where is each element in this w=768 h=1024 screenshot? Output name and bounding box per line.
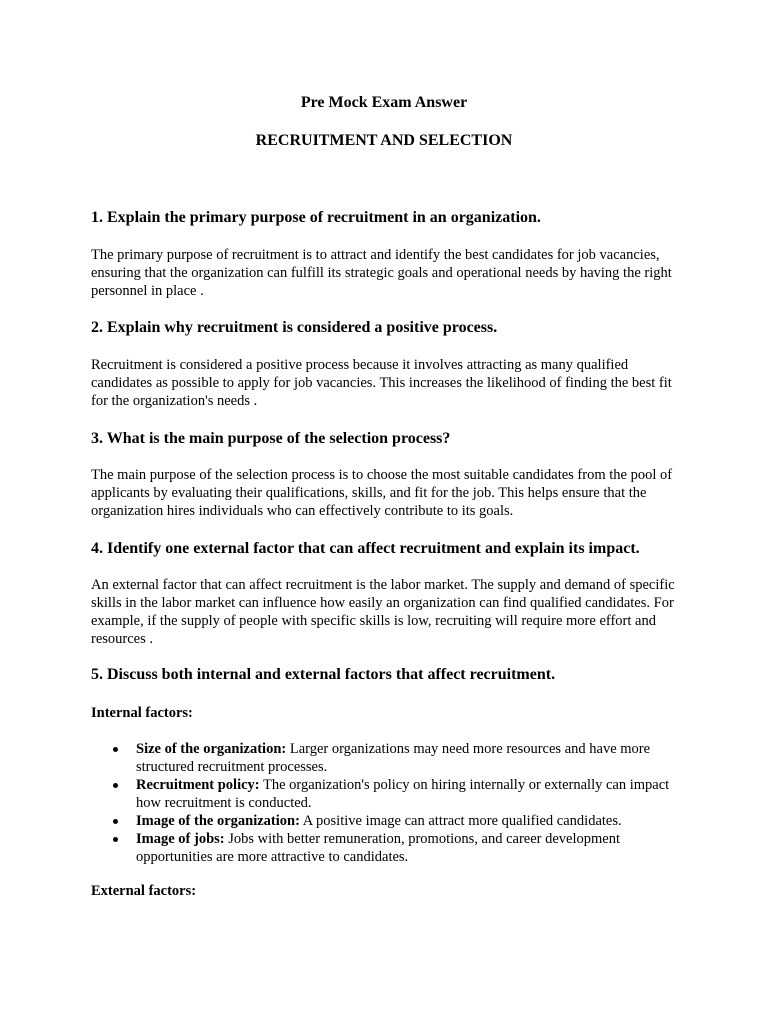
question-3-answer: The main purpose of the selection process is to choose the most suitable candidates from the pool of applicants by evaluating their qualifications, skills, and fit for the job. This helps ensure that the organization hires individuals who can effectively contribute to its goals.: [91, 467, 673, 519]
list-item-term: Image of the organization:: [136, 813, 300, 829]
question-3-heading: 3. What is the main purpose of the selection process?: [91, 430, 451, 447]
question-4-heading: 4. Identify one external factor that can affect recruitment and explain its impact.: [91, 540, 640, 557]
list-item-text: The organization's policy on hiring internally or externally can impact how recruitment is conducted.: [136, 777, 670, 811]
question-4-answer: An external factor that can affect recruitment is the labor market. The supply and demand of specific skills in the labor market can influence how easily an organization can find qualified candidates. For example, if the supply of people with specific skills is low, recruiting will require more effort and resources .: [91, 577, 675, 647]
list-item-text: Larger organizations may need more resources and have more structured recruitment processes.: [136, 741, 651, 775]
list-item: [91, 812, 687, 830]
list-item: [91, 740, 687, 776]
list-item-text: Jobs with better remuneration, promotions, and career development opportunities are more attractive to candidates.: [136, 831, 621, 865]
internal-factors-heading: Internal factors:: [91, 705, 193, 721]
list-item: [91, 776, 687, 812]
bullet-icon: [113, 747, 118, 752]
list-item-term: Recruitment policy:: [136, 777, 260, 793]
question-2-answer: Recruitment is considered a positive process because it involves attracting as many qualified candidates as possible to apply for job vacancies. This increases the likelihood of finding the best fit for the organization's needs .: [91, 357, 672, 409]
document-subtitle: RECRUITMENT AND SELECTION: [255, 132, 513, 149]
bullet-icon: [113, 837, 118, 842]
question-1-heading: 1. Explain the primary purpose of recruitment in an organization.: [91, 209, 541, 226]
question-2-heading: 2. Explain why recruitment is considered a positive process.: [91, 319, 498, 336]
bullet-icon: [113, 783, 118, 788]
bullet-icon: [113, 819, 118, 824]
question-5-heading: 5. Discuss both internal and external factors that affect recruitment.: [91, 666, 556, 683]
list-item: [91, 830, 687, 866]
external-factors-heading: External factors:: [91, 883, 197, 899]
document-title: Pre Mock Exam Answer: [300, 94, 468, 111]
internal-factors-list: [91, 740, 687, 866]
list-item-term: Size of the organization:: [136, 741, 287, 757]
question-1-answer: The primary purpose of recruitment is to attract and identify the best candidates for job vacancies, ensuring that the organization can fulfill its strategic goals and operational needs by having the right personnel in place .: [91, 247, 672, 299]
list-item-term: Image of jobs:: [136, 831, 225, 847]
list-item-text: A positive image can attract more qualified candidates.: [299, 813, 622, 829]
